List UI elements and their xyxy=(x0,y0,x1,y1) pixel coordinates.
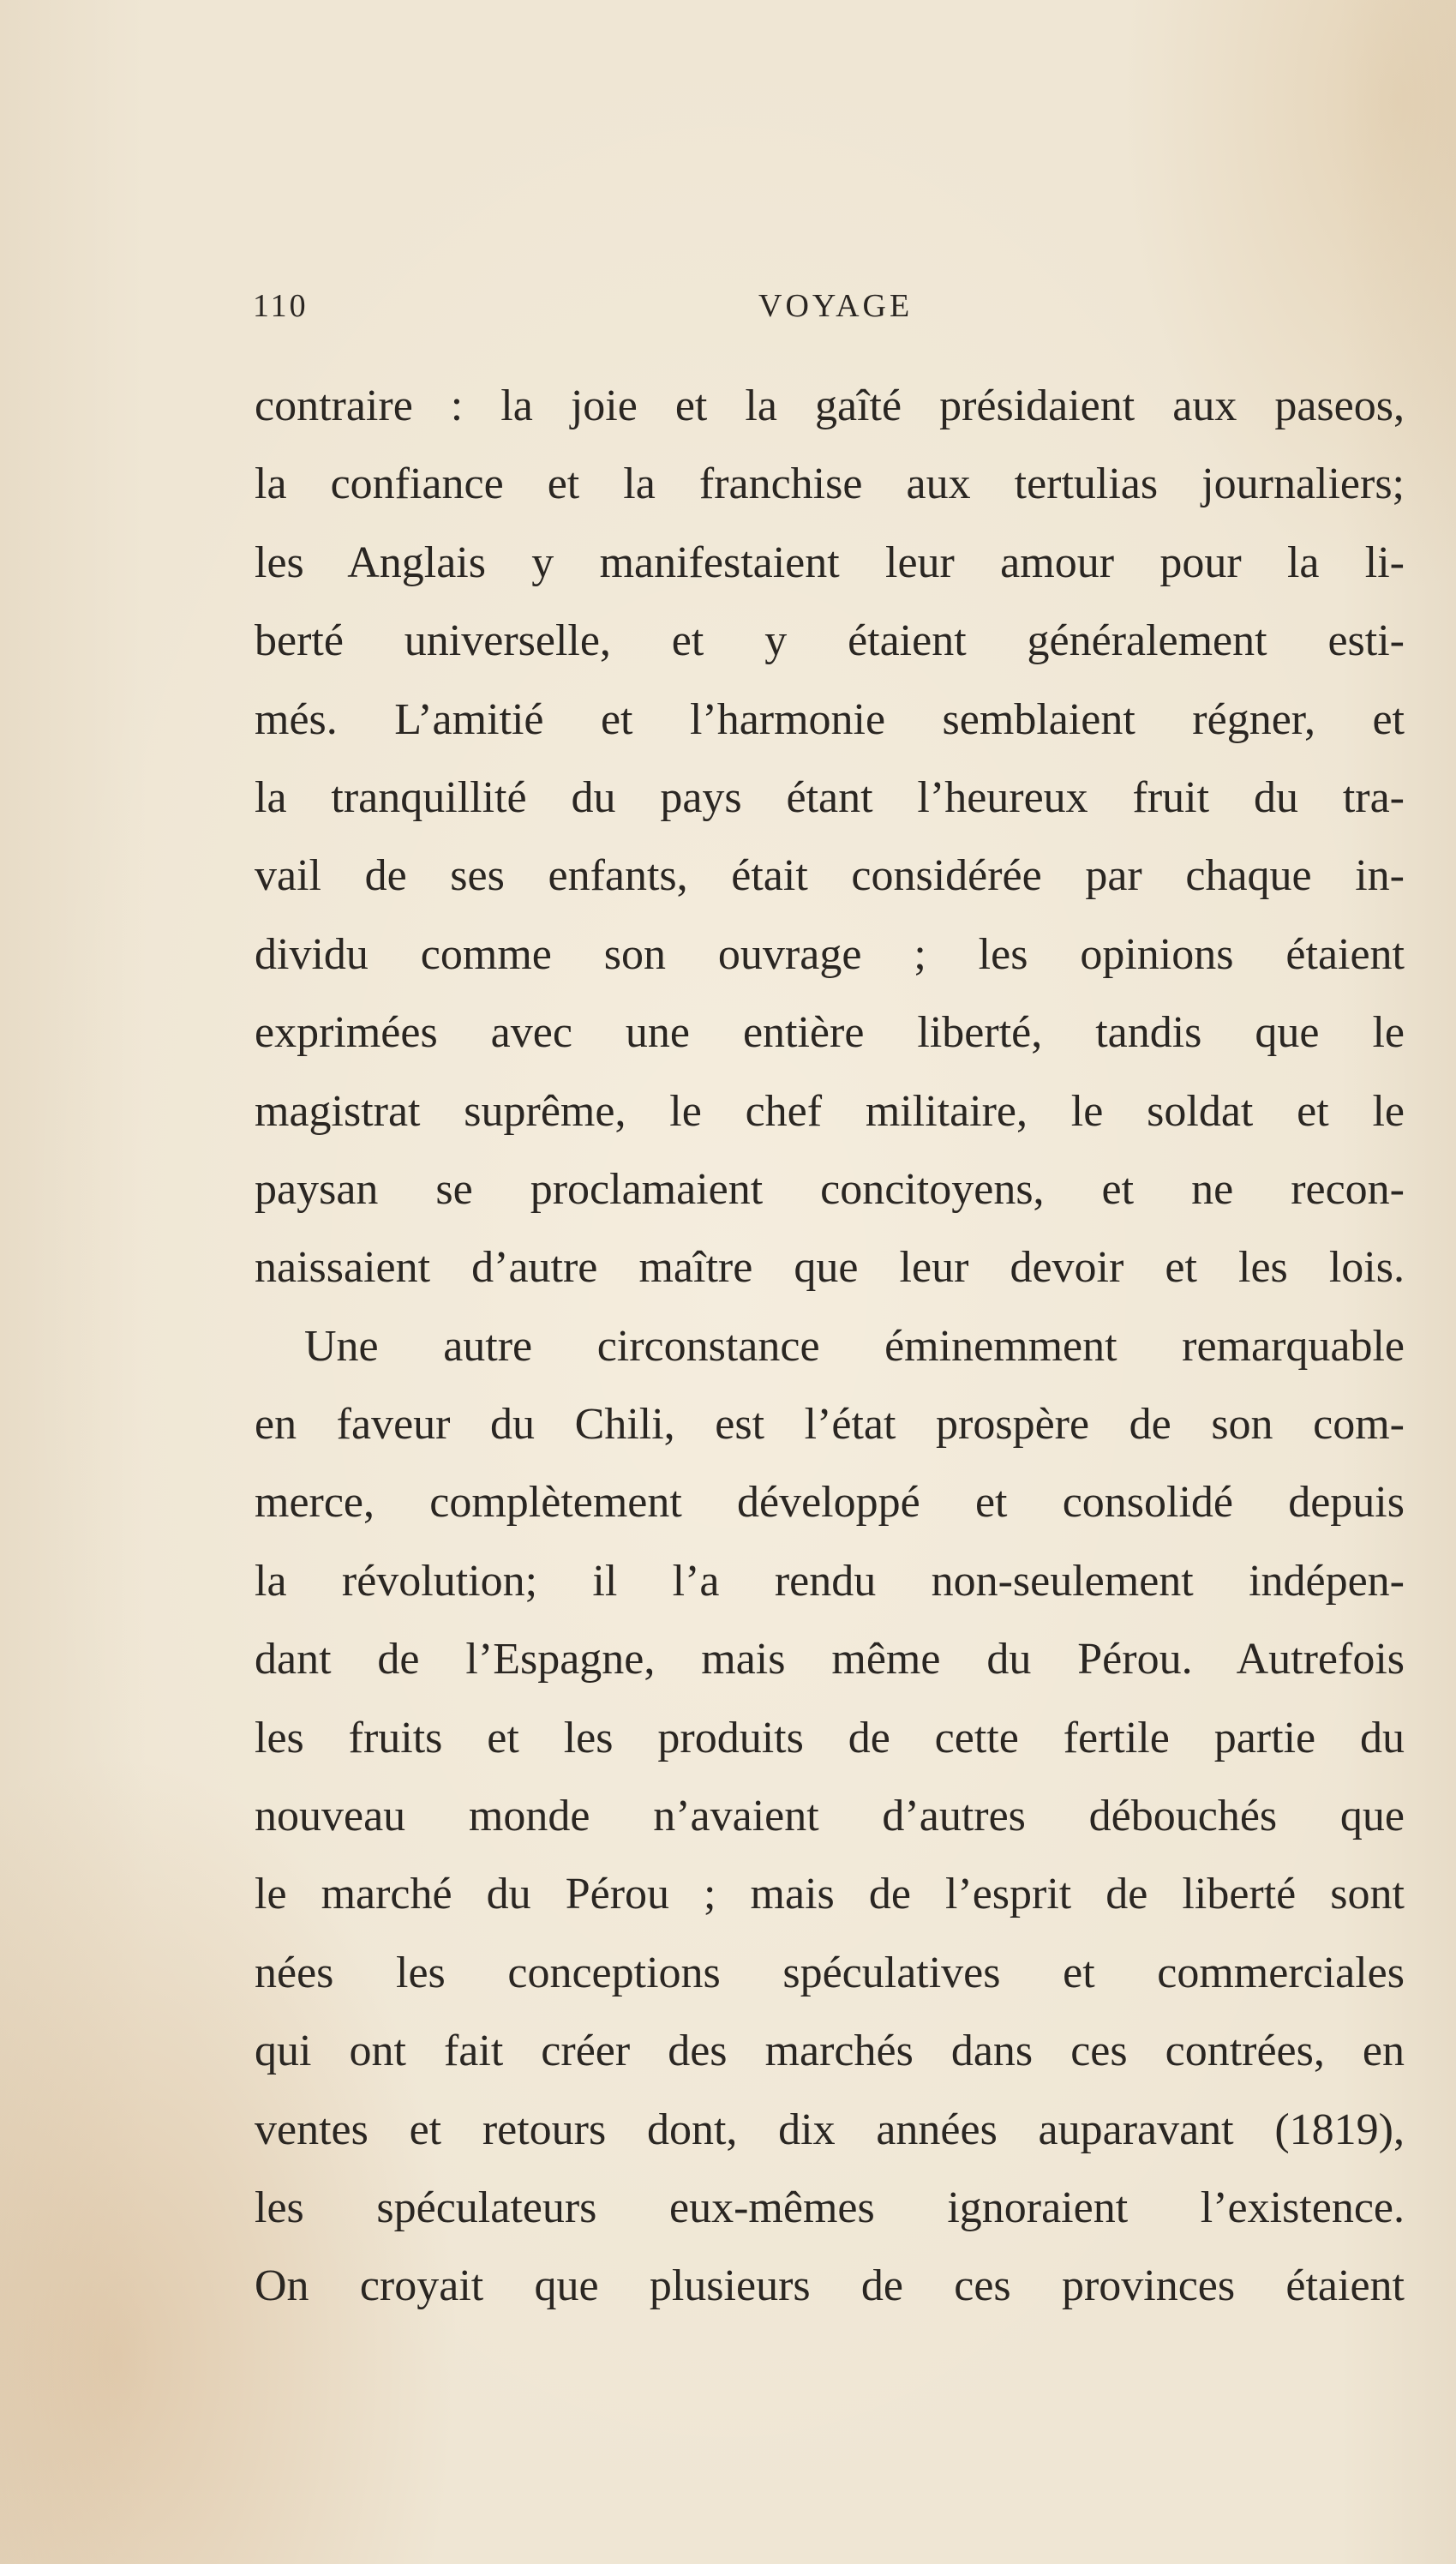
text-line: nées les conceptions spéculatives et commerciales xyxy=(255,1948,1405,1997)
text-line: magistrat suprême, le chef militaire, le soldat et le xyxy=(255,1086,1405,1136)
text-line: ventes et retours dont, dix années auparavant (1819), xyxy=(255,2105,1405,2154)
text-line: nouveau monde n’avaient d’autres débouchés que xyxy=(255,1792,1405,1841)
text-line: naissaient d’autre maître que leur devoir et les lois. xyxy=(255,1243,1405,1293)
text-line: merce, complètement développé et consolidé depuis xyxy=(255,1478,1405,1528)
text-line: les Anglais y manifestaient leur amour pour la li- xyxy=(255,537,1405,587)
paragraph-start-line: Une autre circonstance éminemment remarquable xyxy=(304,1321,1405,1371)
text-line: la révolution; il l’a rendu non-seulement indépen- xyxy=(255,1556,1405,1606)
page-number: 110 xyxy=(253,288,309,324)
body-text xyxy=(255,367,1405,2326)
text-line: On croyait que plusieurs de ces provinces étaient xyxy=(255,2261,1405,2311)
text-line: paysan se proclamaient concitoyens, et ne recon- xyxy=(255,1164,1405,1214)
text-line: exprimées avec une entière liberté, tandis que le xyxy=(255,1008,1405,1058)
text-line: le marché du Pérou ; mais de l’esprit de liberté sont xyxy=(255,1870,1405,1919)
text-line: la confiance et la franchise aux tertulias journaliers; xyxy=(255,459,1405,509)
running-title: VOYAGE xyxy=(758,288,914,324)
running-head xyxy=(253,287,1401,330)
text-line: contraire : la joie et la gaîté présidaient aux paseos, xyxy=(255,381,1405,430)
text-line: vail de ses enfants, était considérée par chaque in- xyxy=(255,851,1405,901)
text-line: més. L’amitié et l’harmonie semblaient régner, et xyxy=(255,694,1405,744)
text-line: la tranquillité du pays étant l’heureux fruit du tra- xyxy=(255,772,1405,822)
text-line: les spéculateurs eux-mêmes ignoraient l’existence. xyxy=(255,2183,1405,2232)
text-line: berté universelle, et y étaient généralement esti- xyxy=(255,616,1405,666)
text-line: en faveur du Chili, est l’état prospère de son com- xyxy=(255,1400,1405,1450)
text-line: dividu comme son ouvrage ; les opinions étaient xyxy=(255,929,1405,979)
text-line: dant de l’Espagne, mais même du Pérou. Autrefois xyxy=(255,1635,1405,1684)
text-line: qui ont fait créer des marchés dans ces contrées, en xyxy=(255,2027,1405,2076)
text-line: les fruits et les produits de cette fertile partie du xyxy=(255,1713,1405,1762)
